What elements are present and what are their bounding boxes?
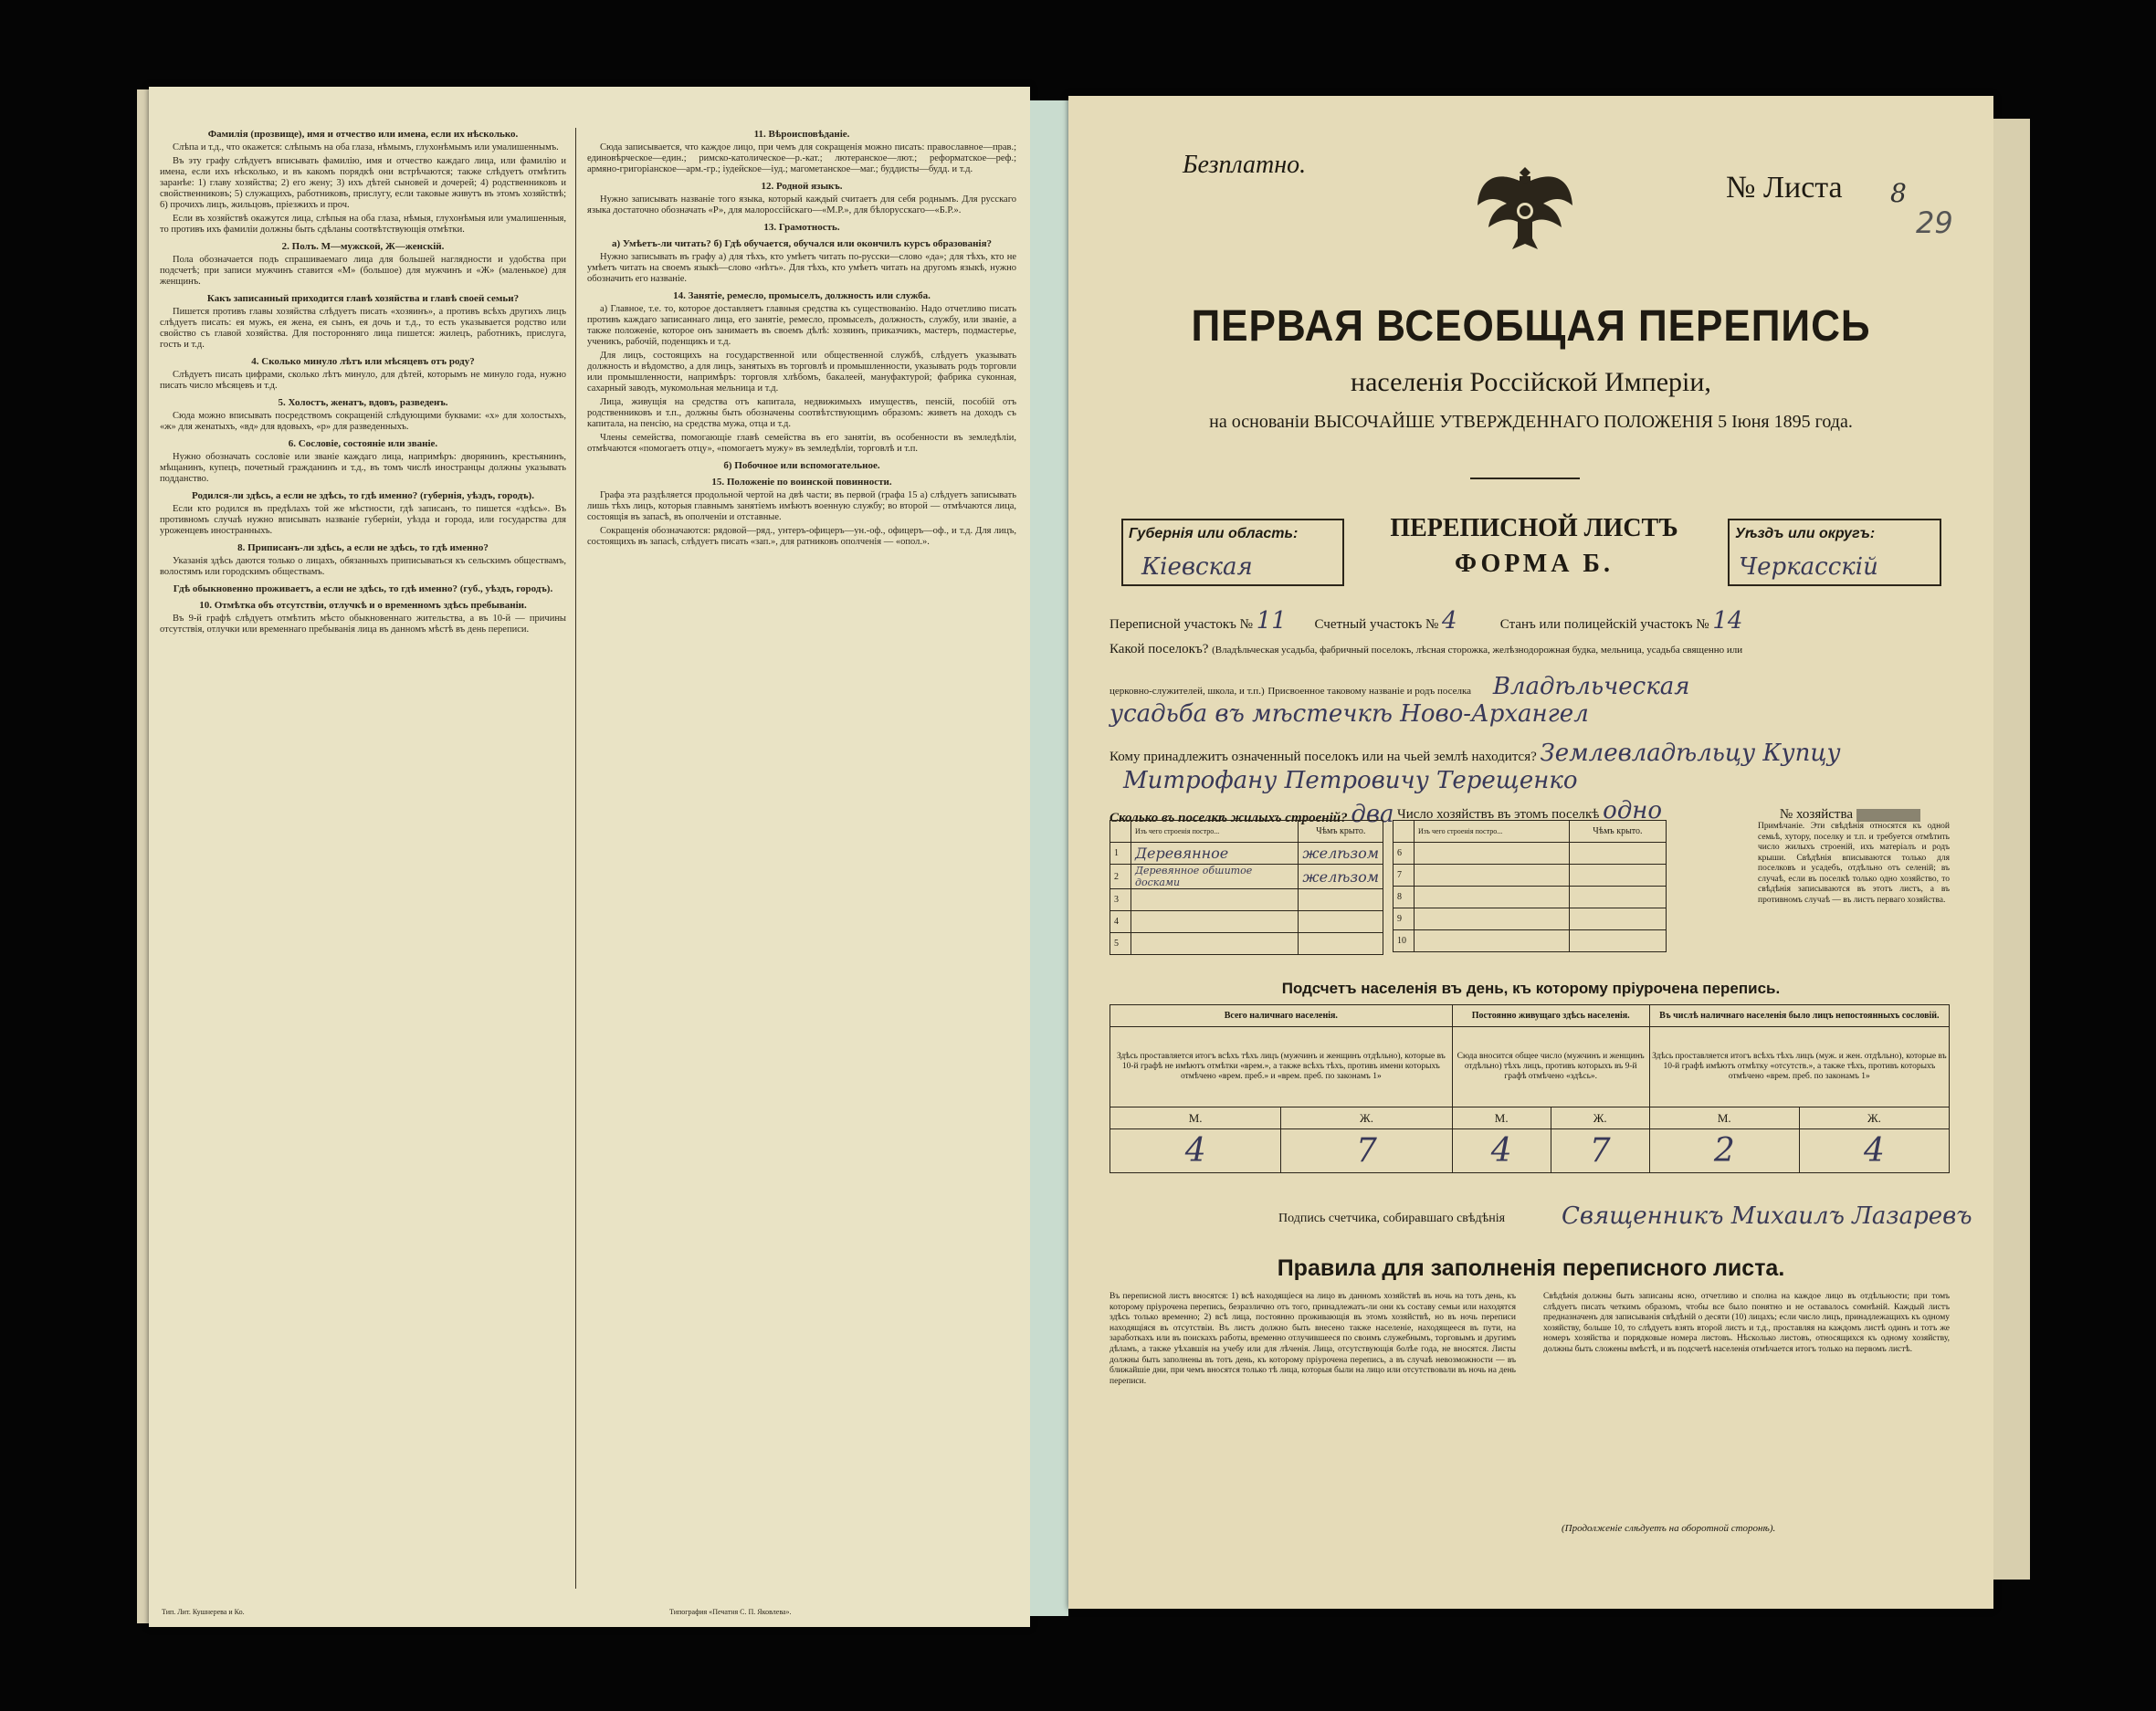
population-count-title: Подсчетъ населенія въ день, къ которому пріурочена перепись. bbox=[1281, 980, 1781, 997]
archive-pencil-mark: 29 bbox=[1916, 205, 1953, 240]
buildings-table-right bbox=[1393, 820, 1667, 952]
building-row-number: 5 bbox=[1110, 933, 1131, 955]
building-material: Деревянное обшитое досками bbox=[1131, 865, 1299, 889]
building-row-number: 7 bbox=[1394, 865, 1415, 887]
owner-value-1: Землевладѣльцу Купцу bbox=[1540, 740, 1841, 767]
counting-area-value: 4 bbox=[1442, 607, 1457, 635]
rules-text-right: Свѣдѣнія должны быть записаны ясно, отчетливо и сполна на каждое лицо въ отдѣльности; при томъ слѣдуетъ писать четкимъ образомъ, чтобы все было понятно и не оставалось сомнѣній. Каждый листъ предназначенъ для записыванія свѣдѣній о десяти (10) лицахъ; если число лицъ, принадлежащихъ къ одному хозяйству, больше 10, то слѣдуетъ взять второй листъ и т.д., проставляя на каждомъ листѣ одинъ и тотъ же номеръ хозяйства и порядковые номера листовъ. Нѣсколько листовъ, относящихся къ одному хозяйству, должны быть сложены вмѣстѣ, и въ подсчетѣ населенія отмѣчается итогъ только на первомъ листѣ. bbox=[1543, 1292, 1950, 1354]
settlement-hint-3: Присвоенное таковому названіе и родъ поселка bbox=[1267, 686, 1472, 697]
building-roof-header: Чѣмъ крыто. bbox=[1299, 821, 1383, 843]
instruction-paragraph: Нужно обозначать сословіе или званіе каждаго лица, напримѣръ: дворянинъ, крестьянинъ, мѣщанинъ, купецъ, почетный гражданинъ и т.д., въ томъ числѣ иностранцы должны указывать подданство. bbox=[160, 452, 566, 484]
count-value: 2 bbox=[1649, 1129, 1799, 1173]
instruction-heading: Какъ записанный приходится главѣ хозяйства и главѣ своей семьи? bbox=[206, 293, 520, 304]
printer-footer-right: Типография «Печатня С. П. Яковлева». bbox=[669, 1608, 792, 1616]
female-column-label: Ж. bbox=[1281, 1107, 1452, 1129]
instruction-heading: Гдѣ обыкновенно проживаетъ, а если не здѣсь, то гдѣ именно? (губ., уѣздъ, городъ). bbox=[173, 583, 553, 594]
building-material-header: Изъ чего строенія постро... bbox=[1415, 821, 1570, 843]
building-material-header: Изъ чего строенія постро... bbox=[1131, 821, 1299, 843]
settlement-hint: (Владѣльческая усадьба, фабричный поселокъ, лѣсная сторожка, желѣзнодорожная будка, мельница, усадьба священно или bbox=[1212, 645, 1743, 656]
buildings-table-left bbox=[1110, 820, 1383, 955]
census-form-page bbox=[1068, 96, 1993, 1609]
household-number-mark bbox=[1856, 809, 1920, 822]
form-basis: на основаніи ВЫСОЧАЙШЕ УТВЕРЖДЕННАГО ПОЛОЖЕНІЯ 5 Іюня 1895 года. bbox=[1209, 412, 1853, 432]
form-subtitle: населенія Россійской Имперіи, bbox=[1351, 367, 1711, 397]
instruction-heading: 15. Положеніе по воинской повинности. bbox=[711, 477, 892, 488]
police-area-label: Станъ или полицейскій участокъ № bbox=[1499, 617, 1709, 632]
building-roof-header: Чѣмъ крыто. bbox=[1569, 821, 1666, 843]
instruction-heading: 4. Сколько минуло лѣтъ или мѣсяцевъ отъ роду? bbox=[251, 356, 475, 367]
household-number-label: № хозяйства bbox=[1779, 807, 1854, 822]
non-permanent-header: Въ числѣ наличнаго населенія было лицъ непостоянныхъ сословій. bbox=[1649, 1005, 1949, 1027]
count-value: 7 bbox=[1551, 1129, 1649, 1173]
rules-title: Правила для заполненія переписного листа. bbox=[1277, 1255, 1785, 1281]
instruction-paragraph: Нужно записывать въ графу а) для тѣхъ, кто умѣетъ читать по-русски—слово «да»; для тѣхъ, кто не умѣетъ читать на своемъ языкѣ—слово «нѣтъ». Для тѣхъ, кто умѣетъ читать на другомъ языкѣ, нужно обозначить его названіе. bbox=[587, 252, 1016, 284]
building-row-number: 9 bbox=[1394, 908, 1415, 930]
instruction-heading: 6. Сословіе, состояніе или званіе. bbox=[288, 438, 438, 449]
instruction-heading: а) Умѣетъ-ли читать? б) Гдѣ обучается, обучался или окончилъ курсъ образованія? bbox=[611, 238, 993, 249]
owner-value-2: Митрофану Петровичу Терещенко bbox=[1123, 767, 1578, 794]
instruction-paragraph: Лица, живущія на средства отъ капитала, недвижимыхъ имуществъ, пенсій, пособій отъ родственниковъ и т.п., должны быть обозначены соотвѣтствующимъ образомъ: живетъ на доходъ съ капитала, на пенсію, на средства мужа, отца и т.д. bbox=[587, 397, 1016, 429]
instruction-paragraph: Въ 9-й графѣ слѣдуетъ отмѣтить мѣсто обыкновеннаго жительства, а въ 10-й — причины отсутствія, отлучки или временнаго пребыванія лица въ данномъ мѣстѣ въ день переписи. bbox=[160, 614, 566, 635]
instruction-paragraph: Сюда можно вписывать посредствомъ сокращеній слѣдующими буквами: «х» для холостыхъ, «ж» для женатыхъ, «вд» для вдовыхъ, «р» для разведенныхъ. bbox=[160, 411, 566, 432]
instructions-page bbox=[149, 87, 1030, 1627]
census-area-label: Переписной участокъ № bbox=[1110, 617, 1253, 632]
settlement-label: Какой поселокъ? bbox=[1110, 642, 1209, 656]
female-column-label: Ж. bbox=[1551, 1107, 1649, 1129]
building-row-number: 10 bbox=[1394, 930, 1415, 952]
instruction-paragraph: Слѣпа и т.д., что окажется: слѣпымъ на оба глаза, нѣмымъ, глухонѣмымъ или умалишеннымъ. bbox=[173, 142, 559, 152]
instruction-paragraph: Указанія здѣсь даются только о лицахъ, обязанныхъ приписываться къ сельскимъ обществамъ, волостямъ или городскимъ обществамъ. bbox=[160, 556, 566, 577]
imperial-eagle-emblem bbox=[1470, 151, 1580, 260]
building-row-number: 3 bbox=[1110, 889, 1131, 911]
count-value: 4 bbox=[1799, 1129, 1949, 1173]
instruction-paragraph: а) Главное, т.е. то, которое доставляетъ главныя средства къ существованію. Надо отчетливо писать противъ каждаго записаннаго лица, его занятіе, ремесло, промыселъ, должность, службу, или званіе, а также положеніе, которое онъ занимаетъ въ своемъ дѣлѣ: хозяинъ, приказчикъ, мастеръ, подмастерье, ученикъ, рабочій, поденщикъ и т.д. bbox=[587, 304, 1016, 347]
instruction-heading: 8. Приписанъ-ли здѣсь, а если не здѣсь, то гдѣ именно? bbox=[237, 542, 489, 553]
building-material: Деревянное bbox=[1131, 843, 1299, 865]
instruction-heading: 2. Полъ. М—мужской, Ж—женскій. bbox=[281, 241, 445, 252]
column-divider bbox=[575, 128, 576, 1589]
instruction-paragraph: Если въ хозяйствѣ окажутся лица, слѣпыя на оба глаза, нѣмыя, глухонѣмыя или умалишенныя, то противъ ихъ фамиліи должны быть сдѣланы соотвѣтствующія отмѣтки. bbox=[160, 214, 566, 235]
building-roof: желѣзом bbox=[1299, 865, 1383, 889]
instruction-paragraph: Сокращенія обозначаются: рядовой—ряд., унтеръ-офицеръ—ун.-оф., офицеръ—оф., и т.д. Для лицъ, состоящихъ въ запасѣ, слѣдуетъ писать «зап.», для ратниковъ ополченія — «опол.». bbox=[587, 526, 1016, 547]
building-row bbox=[1394, 843, 1667, 865]
building-row bbox=[1110, 889, 1383, 911]
left-page-edge bbox=[137, 89, 149, 1623]
instruction-heading: 11. Вѣроисповѣданіе. bbox=[753, 129, 850, 140]
population-count-table bbox=[1110, 1004, 1950, 1173]
counting-area-label: Счетный участокъ № bbox=[1314, 617, 1439, 632]
count-value: 7 bbox=[1281, 1129, 1452, 1173]
building-row bbox=[1110, 865, 1383, 889]
title-separator bbox=[1470, 478, 1580, 479]
buildings-table-area bbox=[1110, 820, 1643, 966]
uezd-label: Уѣздъ или округъ: bbox=[1735, 526, 1876, 541]
area-numbers-line bbox=[1110, 607, 1742, 635]
uezd-box bbox=[1728, 519, 1941, 586]
rules-text-left: Въ переписной листъ вносятся: 1) всѣ находящіеся на лицо въ данномъ хозяйствѣ въ ночь на тотъ день, къ которому пріурочена перепись, безразлично отъ того, принадлежатъ-ли они къ составу семьи или находятся здѣсь только временно; 2) всѣ лица, постоянно проживающія въ этомъ хозяйствѣ, но въ ночь переписи находящіяся въ отсутствіи. Въ листъ должно быть внесено также населеніе, находящееся въ пути, на заработкахъ или въ поискахъ работы, временно отлучившееся по своимъ служебнымъ, торговымъ и другимъ дѣламъ, а также уѣхавшія на учебу или для лѣченія. Лица, отсутствующія болѣе года, не вносятся. Листы должны быть заполнены въ тотъ день, къ которому пріурочена перепись, а въ случаѣ невозможности — въ ближайшіе дни, при чемъ вносятся только тѣ лица, которыя были на лицо или отсутствовали въ ночь на день переписи. bbox=[1110, 1292, 1516, 1386]
building-row-number: 2 bbox=[1110, 865, 1131, 889]
buildings-label: Сколько въ поселкѣ жилыхъ строеній? bbox=[1110, 811, 1348, 825]
instruction-paragraph: Въ эту графу слѣдуетъ вписывать фамилію, имя и отчество каждаго лица, или фамилію и имена, если ихъ нѣсколько, и въ какомъ порядкѣ они встрѣчаются; также слѣдуетъ отмѣтить заранѣе: 1) главу хозяйства; 2) его жену; 3) ихъ дѣтей сыновей и дочерей; 4) родственниковъ и свойственниковъ; 5) служащихъ, работниковъ, прислугу, если таковые живутъ въ этомъ хозяйствѣ; 6) прочихъ лицъ, жильцовъ, пріезжихъ и проч. bbox=[160, 156, 566, 210]
instructions-column-2 bbox=[587, 123, 1016, 1593]
permanent-residents-description: Сюда вносится общее число (мужчинъ и женщинъ отдѣльно) тѣхъ лицъ, противъ которыхъ въ 9-й графѣ отмѣчено «здѣсь». bbox=[1452, 1027, 1649, 1107]
guberniya-box bbox=[1121, 519, 1344, 586]
right-page-edge bbox=[1993, 119, 2030, 1580]
instruction-paragraph: Пола обозначается подъ спрашиваемаго лица для большей наглядности и удобства при подсчетѣ; при записи мужчинъ ставится «М» (большое) для мужчинъ и «Ж» (маленькое) для женщинъ. bbox=[160, 255, 566, 287]
book-spine bbox=[1030, 100, 1068, 1616]
instruction-paragraph: Если кто родился въ предѣлахъ той же мѣстности, гдѣ записанъ, то пишется «здѣсь». Въ противномъ случаѣ нужно вписывать названіе губерніи, уѣзда и города, или государства для уроженцевъ иностранныхъ. bbox=[160, 504, 566, 536]
households-label: Число хозяйствъ въ этомъ поселкѣ bbox=[1397, 807, 1600, 822]
building-roof: желѣзом bbox=[1299, 843, 1383, 865]
owner-line bbox=[1110, 740, 1841, 767]
guberniya-value: Кіевская bbox=[1141, 553, 1253, 581]
census-sheet-heading: ПЕРЕПИСНОЙ ЛИСТЪ bbox=[1390, 514, 1678, 542]
instruction-paragraph: Члены семейства, помогающіе главѣ семейства въ его занятіи, въ особенности въ земледѣліи, отмѣчаются «помогаетъ отцу», «помогаетъ мужу» въ земледѣліи, торговлѣ и т.п. bbox=[587, 433, 1016, 454]
building-row bbox=[1394, 930, 1667, 952]
settlement-hint-2: церковно-служителей, школа, и т.п.) bbox=[1110, 686, 1265, 697]
building-row bbox=[1110, 911, 1383, 933]
building-row bbox=[1394, 887, 1667, 908]
form-title: ПЕРВАЯ ВСЕОБЩАЯ ПЕРЕПИСЬ bbox=[1191, 302, 1871, 351]
count-value: 4 bbox=[1110, 1129, 1281, 1173]
non-permanent-description: Здѣсь проставляется итогъ всѣхъ тѣхъ лицъ (муж. и жен. отдѣльно), которые въ 10-й графѣ имѣютъ отмѣтку «отсутств.», а также тѣхъ, противъ которыхъ отмѣчено «врем. преб. по законамъ 1» bbox=[1649, 1027, 1949, 1107]
form-b-heading: ФОРМА Б. bbox=[1455, 550, 1614, 578]
settlement-line bbox=[1110, 642, 1742, 657]
enumerator-signature: Священникъ Михаилъ Лазаревъ bbox=[1562, 1202, 1972, 1230]
instruction-paragraph: Пишется противъ главы хозяйства слѣдуетъ писать «хозяинъ», а противъ всѣхъ другихъ лицъ слѣдуетъ писать: ея мужъ, ея жена, ея сынъ, ея дочь и т.д., то есть указывается родство или свойство съ главой хозяйства. Для посторонняго лица пишется: жилецъ, работникъ, прислуга, гость и т.д. bbox=[160, 307, 566, 350]
police-area-value: 14 bbox=[1712, 607, 1743, 635]
female-column-label: Ж. bbox=[1799, 1107, 1949, 1129]
free-label: Безплатно. bbox=[1183, 151, 1307, 179]
male-column-label: М. bbox=[1452, 1107, 1551, 1129]
building-row-number: 1 bbox=[1110, 843, 1131, 865]
instruction-heading: 14. Занятіе, ремесло, промыселъ, должность или служба. bbox=[673, 290, 931, 301]
settlement-value-2: усадьба въ мѣстечкѣ Ново-Архангел bbox=[1110, 700, 1589, 728]
printer-footer-left: Тип. Лит. Кушнерева и Ко. bbox=[162, 1608, 245, 1616]
instruction-heading: б) Побочное или вспомогательное. bbox=[723, 460, 880, 471]
instructions-column-1 bbox=[160, 123, 566, 1593]
census-area-value: 11 bbox=[1256, 607, 1287, 635]
instruction-heading: 10. Отмѣтка объ отсутствіи, отлучкѣ и о временномъ здѣсь пребываніи. bbox=[199, 600, 527, 611]
total-present-description: Здѣсь проставляется итогъ всѣхъ тѣхъ лицъ (мужчинъ и женщинъ отдѣльно), которые въ 10-й графѣ не имѣютъ отмѣтки «врем.», а также всѣхъ тѣхъ, противъ имени которыхъ отмѣчено «врем. преб.» и «врем. преб. по законамъ 1» bbox=[1110, 1027, 1453, 1107]
instruction-paragraph: Нужно записывать названіе того языка, который каждый считаетъ для себя роднымъ. Для русскаго языка достаточно обозначать «Р», для малороссійскаго—«М.Р.», для бѣлорусскаго—«Б.Р.». bbox=[587, 194, 1016, 215]
guberniya-label: Губернія или область: bbox=[1129, 526, 1299, 541]
instruction-heading: Родился-ли здѣсь, а если не здѣсь, то гдѣ именно? (губернія, уѣздъ, городъ). bbox=[192, 490, 534, 501]
building-row bbox=[1394, 908, 1667, 930]
instruction-heading: 12. Родной языкъ. bbox=[761, 181, 843, 192]
building-row bbox=[1110, 933, 1383, 955]
count-value: 4 bbox=[1452, 1129, 1551, 1173]
instruction-heading: 5. Холостъ, женатъ, вдовъ, разведенъ. bbox=[278, 397, 448, 408]
total-present-header: Всего наличнаго населенія. bbox=[1110, 1005, 1453, 1027]
instruction-paragraph: Для лицъ, состоящихъ на государственной или общественной службѣ, слѣдуетъ указывать должность и вѣдомство, а для лицъ, занятыхъ въ торговлѣ и промышленности, указывать родъ торговли или промышленности, напримѣръ: торговля хлѣбомъ, бакалеей, мануфактурой; фабрика суконная, сахарный заводъ, мукомольная мельница и т.д. bbox=[587, 351, 1016, 394]
rules-continuation-note: (Продолженіе слѣдуетъ на оборотной сторонѣ). bbox=[1562, 1523, 1776, 1534]
building-row-number: 6 bbox=[1394, 843, 1415, 865]
instruction-heading: 13. Грамотность. bbox=[763, 222, 840, 233]
settlement-line-2 bbox=[1110, 673, 1689, 700]
male-column-label: М. bbox=[1110, 1107, 1281, 1129]
buildings-value: два bbox=[1351, 801, 1394, 828]
buildings-note: Примѣчаніе. Эти свѣдѣнія относятся къ одной семьѣ, хутору, поселку и т.п. и требуется отмѣтить число жилыхъ строеній, ихъ матеріалъ и родъ крыши. Свѣдѣнія вписываются только для поселковъ и усадебъ, отдѣльно отъ селеній; въ случаѣ, если въ поселкѣ только одно хозяйство, то свѣдѣнія записываются въ этотъ листъ, а въ противномъ случаѣ — въ листъ перваго хозяйства. bbox=[1758, 822, 1950, 905]
building-row bbox=[1110, 843, 1383, 865]
settlement-value-1: Владѣльческая bbox=[1492, 673, 1690, 700]
permanent-residents-header: Постоянно живущаго здѣсь населенія. bbox=[1452, 1005, 1649, 1027]
owner-label: Кому принадлежитъ означенный поселокъ или на чьей землѣ находится? bbox=[1110, 750, 1537, 764]
instruction-heading: Фамилія (прозвище), имя и отчество или имена, если их нѣсколько. bbox=[207, 129, 519, 140]
building-row bbox=[1394, 865, 1667, 887]
uezd-value: Черкасскій bbox=[1739, 553, 1878, 581]
instruction-paragraph: Графа эта раздѣляется продольной чертой на двѣ части; въ первой (графа 15 а) слѣдуетъ записывать лишь тѣхъ лицъ, которыя главнымъ занятіемъ имѣютъ военную службу; во второй — отмѣчаются лица, состоящія въ запасѣ, въ ополченіи и отставные. bbox=[587, 490, 1016, 522]
building-row-number: 4 bbox=[1110, 911, 1131, 933]
instruction-paragraph: Сюда записывается, что каждое лицо, при чемъ для сокращенія можно писать: православное—прав.; единовѣрческое—един.; римско-католическое—р.-кат.; лютеранское—лют.; реформатское—реф.; армяно-григоріанское—арм.-гр.; іудейское—іуд.; магометанское—маг.; буддисты—будд. и т.д. bbox=[587, 142, 1016, 174]
households-value: одно bbox=[1603, 797, 1663, 824]
sheet-number-label: № Листа bbox=[1726, 171, 1843, 205]
male-column-label: М. bbox=[1649, 1107, 1799, 1129]
sheet-number-value: 8 bbox=[1890, 178, 1907, 208]
building-row-number: 8 bbox=[1394, 887, 1415, 908]
instruction-paragraph: Слѣдуетъ писать цифрами, сколько лѣтъ минуло, для дѣтей, которымъ не минуло года, нужно писать число мѣсяцевъ и т.д. bbox=[160, 370, 566, 391]
signature-label: Подпись счетчика, собиравшаго свѣдѣнія bbox=[1278, 1212, 1506, 1225]
